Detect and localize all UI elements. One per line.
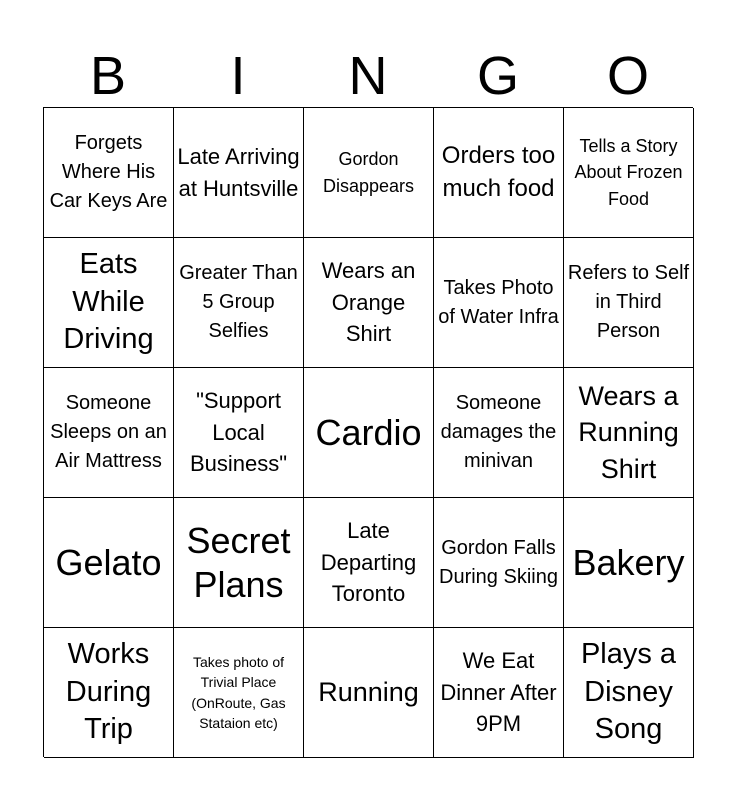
bingo-cell-label: We Eat Dinner After 9PM bbox=[440, 647, 557, 737]
bingo-cell[interactable] bbox=[304, 238, 434, 368]
bingo-cell[interactable] bbox=[304, 628, 434, 758]
bingo-cell[interactable] bbox=[174, 238, 304, 368]
bingo-cell[interactable] bbox=[174, 368, 304, 498]
bingo-cell-label: Greater Than 5 Group Selfies bbox=[179, 262, 298, 342]
bingo-cell-label: Someone Sleeps on an Air Mattress bbox=[50, 392, 167, 472]
header-letter-b: B bbox=[89, 46, 127, 106]
header-letter-o: O bbox=[606, 46, 649, 106]
bingo-cell[interactable] bbox=[434, 368, 564, 498]
bingo-cell-label: Works During Trip bbox=[65, 637, 152, 746]
bingo-cell-label: Orders too much food bbox=[441, 142, 556, 202]
bingo-cell[interactable] bbox=[564, 368, 694, 498]
bingo-cell-label: Refers to Self in Third Person bbox=[567, 262, 690, 342]
bingo-cell-label: Running bbox=[318, 677, 419, 708]
bingo-cell[interactable] bbox=[434, 498, 564, 628]
header-letter-g: G bbox=[476, 46, 519, 106]
header-letter-i: I bbox=[230, 46, 246, 106]
bingo-cell-label: Secret Plans bbox=[186, 520, 291, 605]
bingo-cell-label: Eats While Driving bbox=[63, 247, 154, 356]
bingo-cell-label: Gelato bbox=[55, 542, 162, 583]
bingo-cell-label: "Support Local Business" bbox=[189, 387, 288, 477]
bingo-cell[interactable] bbox=[304, 108, 434, 238]
bingo-cell[interactable] bbox=[434, 108, 564, 238]
bingo-cell[interactable] bbox=[44, 108, 174, 238]
bingo-cell-label: Wears a Running Shirt bbox=[578, 380, 679, 484]
bingo-cell[interactable] bbox=[44, 368, 174, 498]
header-letter-n: N bbox=[348, 46, 388, 106]
bingo-header bbox=[43, 44, 693, 108]
bingo-cell-label: Forgets Where His Car Keys Are bbox=[49, 132, 168, 212]
bingo-cell[interactable] bbox=[564, 238, 694, 368]
bingo-cell-label: Takes Photo of Water Infra bbox=[438, 276, 559, 328]
bingo-cell-label: Wears an Orange Shirt bbox=[321, 257, 416, 347]
bingo-cell[interactable] bbox=[564, 108, 694, 238]
bingo-cell[interactable] bbox=[174, 498, 304, 628]
bingo-cell-label: Takes photo of Trivial Place (OnRoute, Gas Stataion etc) bbox=[191, 653, 286, 731]
bingo-cell[interactable] bbox=[44, 238, 174, 368]
bingo-cell[interactable] bbox=[434, 628, 564, 758]
bingo-cell-label: Someone damages the minivan bbox=[440, 392, 557, 472]
bingo-board bbox=[43, 107, 693, 757]
bingo-cell-label: Cardio bbox=[315, 412, 422, 453]
bingo-cell[interactable] bbox=[564, 498, 694, 628]
bingo-cell-label: Plays a Disney Song bbox=[580, 637, 677, 746]
bingo-cell[interactable] bbox=[564, 628, 694, 758]
bingo-cell-label: Tells a Story About Frozen Food bbox=[574, 136, 683, 209]
bingo-cell-label: Bakery bbox=[572, 542, 685, 583]
bingo-cell[interactable] bbox=[44, 498, 174, 628]
bingo-cell-label: Late Arriving at Huntsville bbox=[177, 143, 300, 201]
bingo-cell-label: Gordon Falls During Skiing bbox=[439, 536, 558, 588]
bingo-cell[interactable] bbox=[434, 238, 564, 368]
bingo-cell-label: Gordon Disappears bbox=[322, 149, 415, 196]
bingo-cell[interactable] bbox=[44, 628, 174, 758]
bingo-cell[interactable] bbox=[174, 628, 304, 758]
bingo-cell[interactable] bbox=[174, 108, 304, 238]
bingo-cell-label: Late Departing Toronto bbox=[320, 517, 417, 607]
bingo-cell[interactable] bbox=[304, 368, 434, 498]
bingo-cell[interactable] bbox=[304, 498, 434, 628]
